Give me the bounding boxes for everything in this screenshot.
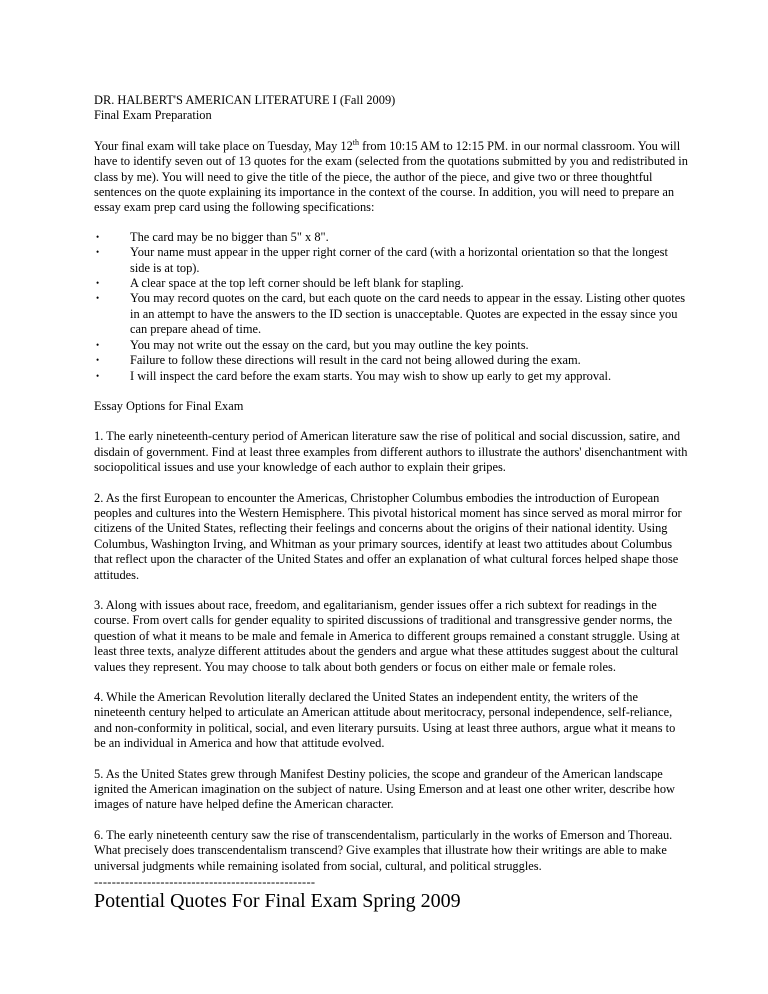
list-item [94, 369, 688, 384]
list-item [94, 291, 688, 337]
essay-option-5: 5. As the United States grew through Manifest Destiny policies, the scope and grandeur of the American landscape ignited the American imagination on the subject of nature. Using Emerson and at least one other writer, describe how images of nature have helped define the American character. [94, 766, 676, 812]
card-specifications-list [94, 230, 688, 384]
bullet-icon: • [96, 247, 100, 258]
bullet-icon: • [96, 355, 100, 366]
course-title: DR. HALBERT'S AMERICAN LITERATURE I (Fall 2009) [94, 93, 396, 107]
essay-options-heading: Essay Options for Final Exam [94, 398, 244, 413]
bullet-icon: • [96, 339, 100, 350]
intro-superscript: th [352, 137, 360, 147]
list-item [94, 338, 688, 353]
essay-option-6: 6. The early nineteenth century saw the rise of transcendentalism, particularly in the works of Emerson and Thoreau. What precisely does transcendentalism transcend? Give examples that illustrate how their writings are able to make universal judgments while remaining isolated from social, cultural, and political struggles. [94, 827, 673, 873]
list-item [94, 276, 688, 291]
essay-option-3: 3. Along with issues about race, freedom, and egalitarianism, gender issues offer a rich subtext for readings in the course. From overt calls for gender equality to spirited discussions of traditional and transgressive gender norms, the question of what it means to be male and female in America to different groups remained a constant struggle. Using at least three texts, analyze different attitudes about the genders and argue what these attitudes suggest about the cultural values they represent. You may choose to talk about both genders or focus on either male or female roles. [94, 597, 680, 674]
bullet-icon: • [96, 293, 100, 304]
bullet-icon: • [96, 278, 100, 289]
list-item-text: You may record quotes on the card, but each quote on the card needs to appear in the essay. Listing other quotes in an attempt to have the answers to the ID section is unacceptable. Quotes are expected in the essay since you can prepare ahead of time. [130, 291, 686, 337]
list-item [94, 230, 688, 245]
list-item-text: The card may be no bigger than 5" x 8". [130, 229, 329, 244]
essay-option-4: 4. While the American Revolution literally declared the United States an independent entity, the writers of the nineteenth century helped to articulate an American attitude about meritocracy, personal independence, self-reliance, and non-conformity in political, social, and even literary pursuits. Using at least three authors, argue what it means to be an individual in America and how that attitude evolved. [94, 690, 676, 751]
document-subtitle: Final Exam Preparation [94, 108, 212, 123]
intro-paragraph [94, 139, 688, 216]
list-item-text: You may not write out the essay on the card, but you may outline the key points. [130, 337, 529, 352]
bullet-icon: • [96, 370, 100, 381]
bullet-icon: • [96, 231, 100, 242]
quotes-heading: Potential Quotes For Final Exam Spring 2009 [94, 890, 461, 913]
essay-option-2: 2. As the first European to encounter the Americas, Christopher Columbus embodies the introduction of European peoples and cultures into the Western Hemisphere. This pivotal historical moment has since served as moral mirror for citizens of the United States, reflecting their feelings and concerns about the origins of their national identity. Using Columbus, Washington Irving, and Whitman as your primary sources, identify at least two attitudes about Columbus that reflect upon the character of the United States and offer an explanation of what cultural forces helped shape those attitudes. [94, 490, 682, 582]
list-item-text: Failure to follow these directions will result in the card not being allowed during the exam. [130, 353, 581, 368]
list-item-text: I will inspect the card before the exam starts. You may wish to show up early to get my approval. [130, 368, 612, 383]
list-item [94, 353, 688, 368]
intro-text-part2: from 10:15 AM to 12:15 PM. in our normal classroom. You will have to identify seven out of 13 quotes for the exam (selected from the quotations submitted by you and redistributed in class by me). You will need to give the title of the piece, the author of the piece, and give two or three thoughtful sentences on the quote explaining its importance in the context of the course. In addition, you will need to prepare an essay exam prep card using the following specifications: [94, 138, 688, 215]
list-item-text: A clear space at the top left corner should be left blank for stapling. [130, 276, 464, 291]
list-item [94, 245, 688, 276]
list-item-text: Your name must appear in the upper right corner of the card (with a horizontal orientation so that the longest side is at top). [130, 245, 668, 275]
section-divider: -------------------------------------------------- [94, 875, 316, 890]
intro-text-part1: Your final exam will take place on Tuesday, May 12 [94, 138, 353, 153]
essay-option-1: 1. The early nineteenth-century period of American literature saw the rise of political and social discussion, satire, and disdain of government. Find at least three examples from different authors to illustrate the authors' disenchantment with sociopolitical issues and use your knowledge of each author to explain their gripes. [94, 429, 688, 475]
